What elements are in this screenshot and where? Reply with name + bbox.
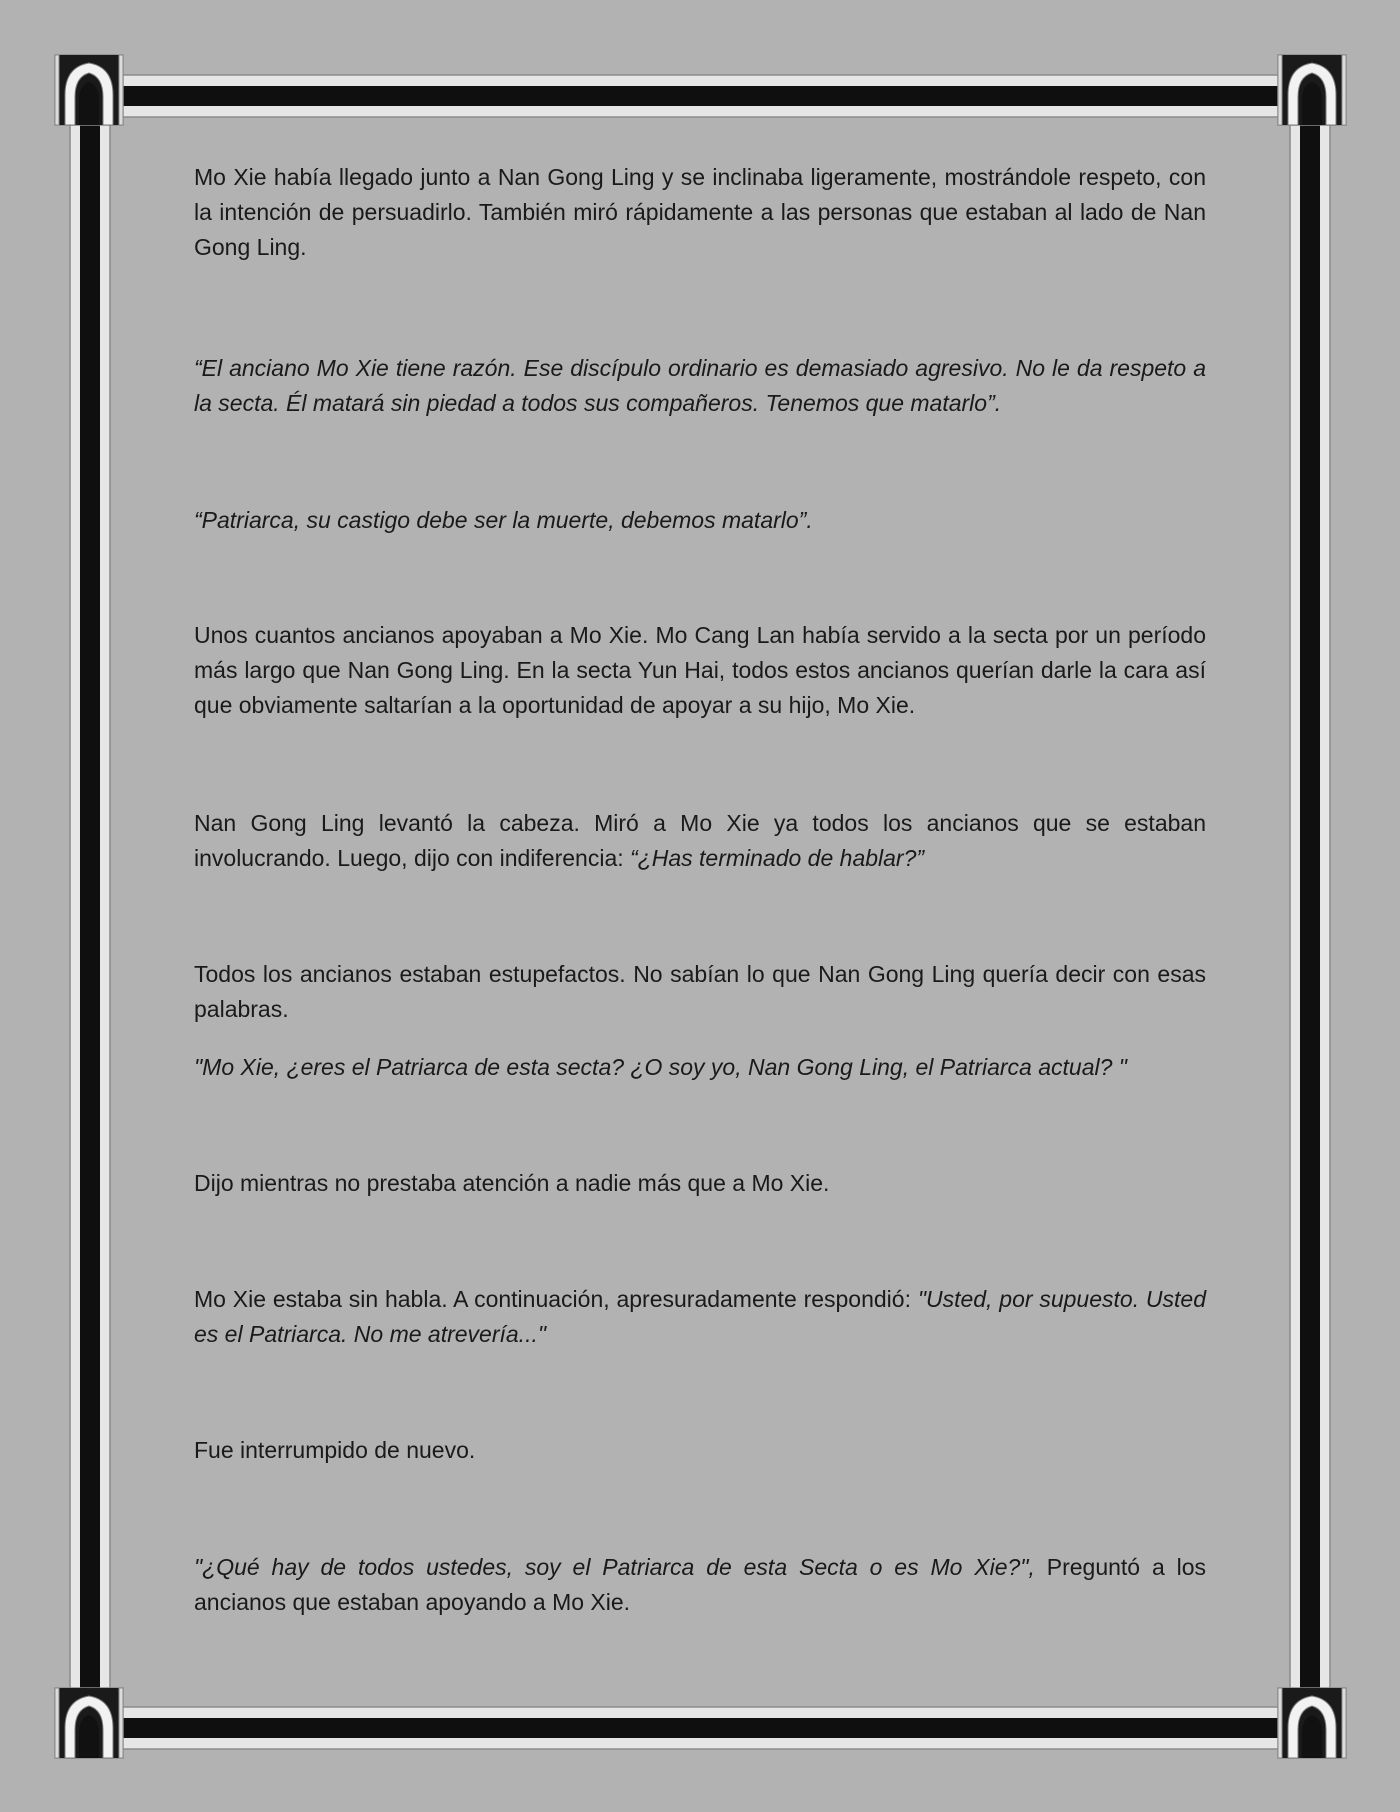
paragraph-5-quote: “¿Has terminado de hablar?” — [630, 845, 925, 871]
paragraph-1-text: Mo Xie había llegado junto a Nan Gong Ling y se inclinaba ligeramente, mostrándole respeto, con la intención de persuadirlo. También miró rápidamente a las personas que estaban al lado de Nan Gong Ling. — [194, 164, 1206, 260]
paragraph-5-text: Nan Gong Ling levantó la cabeza. Miró a Mo Xie ya todos los ancianos que se estaban involucrando. Luego, dijo con indiferencia: — [194, 810, 1206, 871]
paragraph-5 — [194, 806, 1206, 876]
paragraph-4 — [194, 618, 1206, 723]
paragraph-2 — [194, 351, 1206, 421]
paragraph-9 — [194, 1282, 1206, 1352]
paragraph-3 — [194, 503, 1206, 538]
paragraph-6 — [194, 957, 1206, 1027]
paragraph-11 — [194, 1550, 1206, 1620]
paragraph-4-text: Unos cuantos ancianos apoyaban a Mo Xie. Mo Cang Lan había servido a la secta por un período más largo que Nan Gong Ling. En la secta Yun Hai, todos estos ancianos querían darle la cara así que obviamente saltarían a la oportunidad de apoyar a su hijo, Mo Xie. — [194, 622, 1206, 718]
paragraph-10-text: Fue interrumpido de nuevo. — [194, 1437, 476, 1463]
paragraph-1 — [194, 160, 1206, 265]
paragraph-11-quote: "¿Qué hay de todos ustedes, soy el Patriarca de esta Secta o es Mo Xie?", — [194, 1554, 1047, 1580]
paragraph-6-text: Todos los ancianos estaban estupefactos. No sabían lo que Nan Gong Ling quería decir con esas palabras. — [194, 961, 1206, 1022]
paragraph-9-text: Mo Xie estaba sin habla. A continuación, apresuradamente respondió: — [194, 1286, 918, 1312]
paragraph-8 — [194, 1166, 1206, 1201]
paragraph-7 — [194, 1050, 1206, 1085]
paragraph-3-text: “Patriarca, su castigo debe ser la muerte, debemos matarlo”. — [194, 507, 813, 533]
paragraph-10 — [194, 1433, 1206, 1468]
paragraph-8-text: Dijo mientras no prestaba atención a nadie más que a Mo Xie. — [194, 1170, 830, 1196]
paragraph-7-text: "Mo Xie, ¿eres el Patriarca de esta secta? ¿O soy yo, Nan Gong Ling, el Patriarca actual? " — [194, 1054, 1127, 1080]
paragraph-2-text: “El anciano Mo Xie tiene razón. Ese discípulo ordinario es demasiado agresivo. No le da respeto a la secta. Él matará sin piedad a todos sus compañeros. Tenemos que matarlo”. — [194, 355, 1206, 416]
paragraph-9-quote: "Usted, por supuesto. Usted es el Patriarca. No me atrevería..." — [194, 1286, 1206, 1347]
paragraph-11-text: Preguntó a los ancianos que estaban apoyando a Mo Xie. — [194, 1554, 1207, 1615]
